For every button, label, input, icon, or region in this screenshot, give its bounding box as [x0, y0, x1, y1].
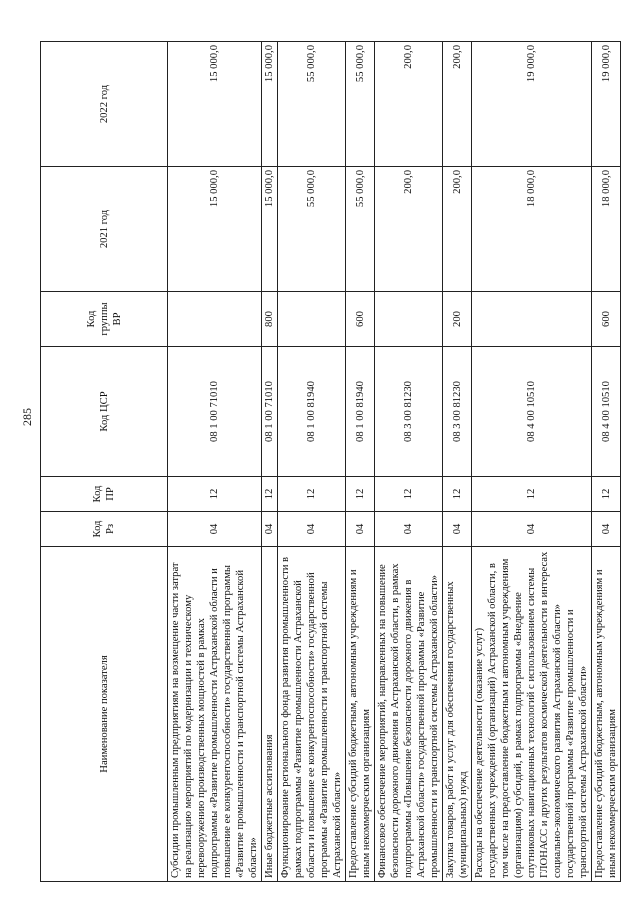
row-pr: 12	[346, 477, 375, 512]
header-vr: Код группы ВР	[41, 292, 168, 347]
row-rz: 04	[443, 512, 472, 547]
table-row	[443, 42, 472, 882]
table-row	[375, 42, 443, 882]
header-rz: Код Рз	[41, 512, 168, 547]
row-2021: 15 000,0	[168, 167, 262, 292]
row-name: Иные бюджетные ассигнования	[262, 547, 278, 882]
row-csr: 08 4 00 10510	[472, 347, 592, 477]
table-row	[472, 42, 592, 882]
row-2021: 15 000,0	[262, 167, 278, 292]
row-name: Расходы на обеспечение деятельности (оказание услуг) государственных учреждений (организаций) Астраханской области, в том числе на предоставление бюджетным и автономным учреждениям (организациям) субсидий, в рамках подпрограммы «Внедрение спутниковых навигационных технологий с использованием системы ГЛОНАСС и других результатов космической деятельности в интересах социально-экономического развития Астраханской области» государственной программы «Развитие промышленности и транспортной системы Астраханской области»	[472, 547, 592, 882]
header-2021: 2021 год	[41, 167, 168, 292]
row-pr: 12	[592, 477, 621, 512]
row-name: Финансовое обеспечение мероприятий, направленных на повышение безопасности дорожного движения в Астраханской области, в рамках подпрограммы «Повышение безопасности дорожного движения в Астраханской области» государственной программы «Развитие промышленности и транспортной системы Астраханской области»	[375, 547, 443, 882]
row-2022: 19 000,0	[592, 42, 621, 167]
row-2021: 55 000,0	[278, 167, 346, 292]
row-csr: 08 1 00 71010	[168, 347, 262, 477]
row-name: Функционирование регионального фонда развития промышленности в рамках подпрограммы «Развитие промышленности Астраханской области и повышение ее конкурентоспособности» государственной программы «Развитие промышленности и транспортной системы Астраханской области»	[278, 547, 346, 882]
row-vr	[168, 292, 262, 347]
row-2022: 200,0	[443, 42, 472, 167]
rotated-page-content	[40, 42, 618, 882]
row-rz: 04	[375, 512, 443, 547]
row-pr: 12	[375, 477, 443, 512]
row-2022: 55 000,0	[346, 42, 375, 167]
row-rz: 04	[262, 512, 278, 547]
budget-table	[40, 41, 621, 882]
row-vr	[472, 292, 592, 347]
row-vr	[375, 292, 443, 347]
table-row	[592, 42, 621, 882]
page-number: 285	[20, 408, 34, 426]
row-csr: 08 3 00 81230	[375, 347, 443, 477]
row-rz: 04	[592, 512, 621, 547]
row-rz: 04	[168, 512, 262, 547]
row-csr: 08 1 00 81940	[346, 347, 375, 477]
header-pr: Код ПР	[41, 477, 168, 512]
row-pr: 12	[472, 477, 592, 512]
row-name: Предоставление субсидий бюджетным, автономным учреждениям и иным некоммерческим организациям	[592, 547, 621, 882]
row-vr: 800	[262, 292, 278, 347]
header-2022: 2022 год	[41, 42, 168, 167]
row-name: Закупка товаров, работ и услуг для обеспечения государственных (муниципальных) нужд	[443, 547, 472, 882]
row-vr	[278, 292, 346, 347]
row-pr: 12	[262, 477, 278, 512]
row-2021: 200,0	[375, 167, 443, 292]
table-header-row	[41, 42, 168, 882]
row-2022: 55 000,0	[278, 42, 346, 167]
row-csr: 08 1 00 81940	[278, 347, 346, 477]
table-row	[262, 42, 278, 882]
table-row	[278, 42, 346, 882]
row-pr: 12	[443, 477, 472, 512]
row-2021: 18 000,0	[592, 167, 621, 292]
row-2022: 15 000,0	[262, 42, 278, 167]
table-row	[168, 42, 262, 882]
row-2021: 200,0	[443, 167, 472, 292]
table-row	[346, 42, 375, 882]
row-csr: 08 4 00 10510	[592, 347, 621, 477]
row-2021: 55 000,0	[346, 167, 375, 292]
row-rz: 04	[346, 512, 375, 547]
row-2022: 19 000,0	[472, 42, 592, 167]
row-rz: 04	[472, 512, 592, 547]
row-2022: 15 000,0	[168, 42, 262, 167]
header-name: Наименование показателя	[41, 547, 168, 882]
row-name: Субсидии промышленным предприятиям на возмещение части затрат на реализацию мероприятий по модернизации и техническому перевооружению производственных мощностей в рамках подпрограммы «Развитие промышленности Астраханской области и повышение ее конкурентоспособности» государственной программы «Развитие промышленности и транспортной системы Астраханской области»	[168, 547, 262, 882]
row-pr: 12	[278, 477, 346, 512]
row-2021: 18 000,0	[472, 167, 592, 292]
row-vr: 600	[346, 292, 375, 347]
row-name: Предоставление субсидий бюджетным, автономным учреждениям и иным некоммерческим организациям	[346, 547, 375, 882]
header-csr: Код ЦСР	[41, 347, 168, 477]
row-rz: 04	[278, 512, 346, 547]
row-csr: 08 1 00 71010	[262, 347, 278, 477]
row-pr: 12	[168, 477, 262, 512]
row-2022: 200,0	[375, 42, 443, 167]
row-vr: 600	[592, 292, 621, 347]
row-vr: 200	[443, 292, 472, 347]
row-csr: 08 3 00 81230	[443, 347, 472, 477]
